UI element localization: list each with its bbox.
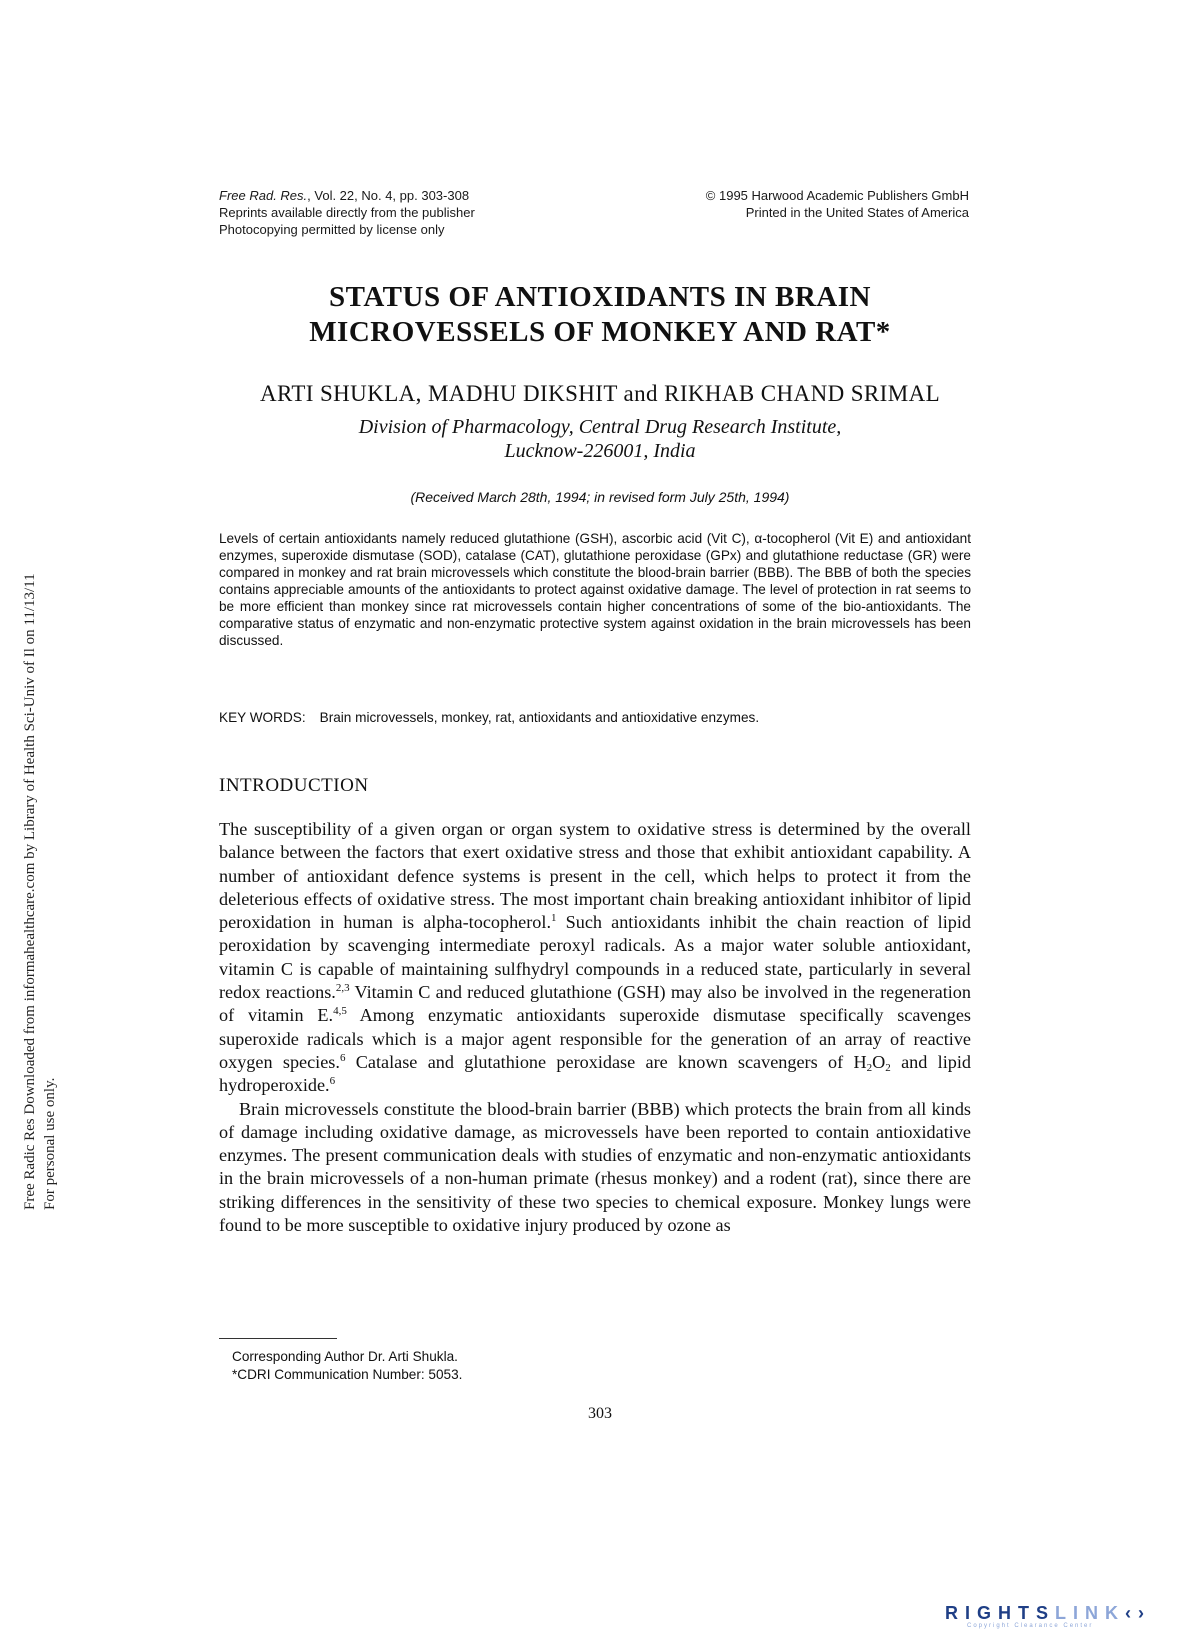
footnote-divider <box>219 1338 337 1339</box>
download-stamp <box>0 430 80 1210</box>
logo-bracket-icon: ‹› <box>1125 1603 1152 1623</box>
affiliation-line: Division of Pharmacology, Central Drug Research Institute, <box>358 416 842 438</box>
citation: 1 <box>551 912 557 925</box>
section-heading: INTRODUCTION <box>219 775 369 796</box>
copyright-line: © 1995 Harwood Academic Publishers GmbH <box>705 188 969 203</box>
footnote-corresponding: Corresponding Author Dr. Arti Shukla. <box>232 1349 458 1364</box>
journal-volume: , Vol. 22, No. 4, pp. 303-308 <box>307 188 470 203</box>
logo-subtitle: Copyright Clearance Center <box>967 1623 1094 1629</box>
title-line: STATUS OF ANTIOXIDANTS IN BRAIN <box>329 281 871 313</box>
received-dates: (Received March 28th, 1994; in revised form July 25th, 1994) <box>410 489 790 505</box>
introduction-body <box>219 818 971 1237</box>
logo-link: LINK <box>1055 1603 1126 1623</box>
personal-use-line: For personal use only. <box>42 1077 58 1210</box>
download-stamp-line: Free Radic Res Downloaded from informahealthcare.com by Library of Health Sci-Univ of Il on 11/13/11 <box>22 573 38 1210</box>
article-title <box>180 280 1020 350</box>
citation: 6 <box>339 1051 346 1064</box>
rightslink-logo <box>945 1603 1155 1637</box>
keywords-label: KEY WORDS: <box>219 710 306 725</box>
citation: 6 <box>329 1075 336 1088</box>
paragraph: Brain microvessels constitute the blood-brain barrier (BBB) which protects the brain from all kinds of damage including oxidative damage, as microvessels have been reported to contain antioxidative enzymes. The present communication deals with studies of enzymatic and non-enzymatic antioxidants in the brain microvessels of a non-human primate (rhesus monkey) and a rodent (rat), since there are striking differences in the sensitivity of these two species to chemical exposure. Monkey lungs were found to be more susceptible to oxidative injury produced by ozone as <box>219 1098 971 1236</box>
abstract: Levels of certain antioxidants namely reduced glutathione (GSH), ascorbic acid (Vit C), α-tocopherol (Vit E) and antioxidant enzymes, superoxide dismutase (SOD), catalase (CAT), glutathione peroxidase (GPx) and glutathione reductase (GR) were compared in monkey and rat brain microvessels which constitute the blood-brain barrier (BBB). The BBB of both the species contains appreciable amounts of the antioxidants to protect against oxidative damage. The level of protection in rat seems to be more efficient than monkey since rat microvessels contain higher concentrations of some of the bio-antioxidants. The comparative status of enzymatic and non-enzymatic protective system against oxidation in the brain microvessels has been discussed. <box>219 531 971 648</box>
paragraph: The susceptibility of a given organ or organ system to oxidative stress is determined by the overall balance between the factors that exert oxidative stress and those that exhibit antioxidant capability. A number of antioxidant defence systems is present in the cell, which helps to protect it from the deleterious effects of oxidative stress. The most important chain breaking antioxidant inhibitor of lipid peroxidation in human is alpha-tocopherol.$^1$ Such antioxidants inhibit the chain reaction of lipid peroxidation by scavenging intermediate peroxyl radicals. As a major water soluble antioxidant, vitamin C is capable of maintaining sulfhydryl compounds in a reduced state, particularly in several redox reactions.$^{2,3}$ Vitamin C and reduced glutathione (GSH) may also be involved in the regeneration of vitamin E.$^{4,5}$ Among enzymatic antioxidants superoxide dismutase specifically scavenges superoxide radicals which is a major agent responsible for the generation of an array of reactive oxygen species.$^6$ Catalase and glutathione peroxidase are known scavengers of $H_2O_2$ and lipid hydroperoxide.$^6$ <box>219 819 972 1096</box>
footnotes <box>232 1348 832 1384</box>
footnote-cdri: *CDRI Communication Number: 5053. <box>232 1367 463 1382</box>
journal-header <box>219 187 599 238</box>
keywords-text: Brain microvessels, monkey, rat, antioxidants and antioxidative enzymes. <box>319 710 760 725</box>
affiliation <box>180 415 1020 463</box>
affiliation-line: Lucknow-226001, India <box>504 440 696 462</box>
page-number: 303 <box>588 1405 612 1422</box>
reprints-note: Reprints available directly from the publisher <box>219 205 475 220</box>
printed-line: Printed in the United States of America <box>745 205 969 220</box>
photocopy-note: Photocopying permitted by license only <box>219 222 445 237</box>
authors: ARTI SHUKLA, MADHU DIKSHIT and RIKHAB CHAND SRIMAL <box>259 381 941 406</box>
title-line: MICROVESSELS OF MONKEY AND RAT* <box>309 316 891 348</box>
citation: 2,3 <box>335 982 350 995</box>
publisher-header <box>589 187 969 221</box>
keywords <box>219 709 979 726</box>
citation: 4,5 <box>333 1005 347 1018</box>
logo-rights: RIGHTS <box>945 1603 1056 1623</box>
journal-name: Free Rad. Res. <box>219 188 308 203</box>
